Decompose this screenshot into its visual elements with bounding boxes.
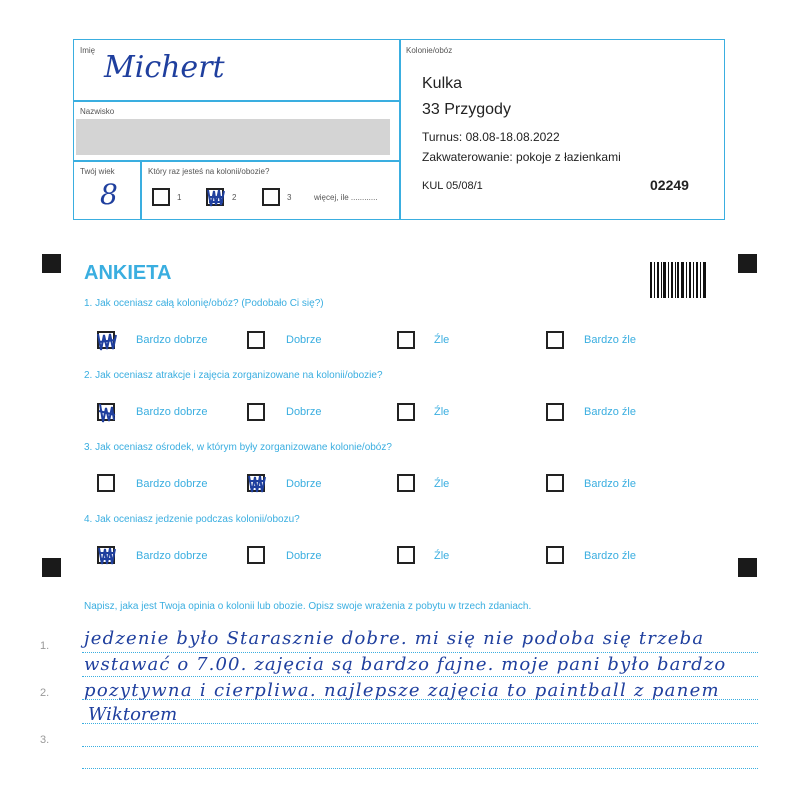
- q3-checkbox-dobrze[interactable]: [247, 474, 265, 492]
- scribble-check-mark: [97, 402, 117, 424]
- q4-checkbox-zle[interactable]: [397, 546, 415, 564]
- nazwisko-label: Nazwisko: [80, 107, 115, 116]
- q3-label-dobrze: Dobrze: [286, 478, 322, 490]
- alignment-mark-top-right: [738, 254, 757, 273]
- alignment-mark-top-left: [42, 254, 61, 273]
- writing-line-1b: [82, 676, 758, 677]
- imie-label: Imię: [80, 46, 96, 55]
- kolonia-name: Kulka: [422, 75, 463, 92]
- scribble-check-mark: [247, 473, 267, 495]
- alignment-mark-bottom-right: [738, 558, 757, 577]
- writing-line-3b: [82, 768, 758, 769]
- q1-checkbox-bardzo-dobrze[interactable]: [97, 331, 115, 349]
- kolonia-program: 33 Przygody: [422, 101, 511, 118]
- q3-checkbox-bardzo-dobrze[interactable]: [97, 474, 115, 492]
- q2-label-bardzo-zle: Bardzo źle: [584, 406, 636, 418]
- q2-label-dobrze: Dobrze: [286, 406, 322, 418]
- q2-checkbox-zle[interactable]: [397, 403, 415, 421]
- q2-checkbox-bardzo-zle[interactable]: [546, 403, 564, 421]
- ktory-raz-checkbox-1[interactable]: [152, 188, 170, 206]
- ktory-raz-checkbox-3[interactable]: [262, 188, 280, 206]
- ktory-raz-option-2: 2: [232, 193, 237, 202]
- writing-line-3: [82, 746, 758, 747]
- handwriting-line-1: jedzenie było Starasznie dobre. mi się nie podoba się trzeba: [84, 628, 705, 649]
- wiek-divider: [140, 160, 142, 220]
- header-divider: [399, 39, 401, 220]
- question-3-text: 3. Jak oceniasz ośrodek, w którym były zorganizowane kolonie/obóz?: [84, 442, 392, 453]
- q4-label-dobrze: Dobrze: [286, 550, 322, 562]
- turnus: Turnus: 08.08-18.08.2022: [422, 130, 560, 144]
- q3-label-bardzo-zle: Bardzo źle: [584, 478, 636, 490]
- wiek-handwriting: 8: [100, 178, 118, 211]
- q2-label-zle: Źle: [434, 406, 450, 418]
- q1-label-bardzo-dobrze: Bardzo dobrze: [136, 334, 208, 346]
- q4-label-zle: Źle: [434, 550, 450, 562]
- nazwisko-divider: [73, 160, 399, 162]
- ktory-raz-option-1: 1: [177, 193, 182, 202]
- imie-divider: [73, 100, 399, 102]
- line-number-1: 1.: [40, 640, 50, 652]
- question-4-text: 4. Jak oceniasz jedzenie podczas kolonii/obozu?: [84, 514, 300, 525]
- q1-checkbox-zle[interactable]: [397, 331, 415, 349]
- ktory-raz-checkbox-2[interactable]: [206, 188, 224, 206]
- ktory-raz-more: więcej, ile ............: [314, 193, 378, 202]
- q1-label-dobrze: Dobrze: [286, 334, 322, 346]
- barcode: [650, 262, 706, 298]
- opinion-prompt: Napisz, jaka jest Twoja opinia o kolonii lub obozie. Opisz swoje wrażenia z pobytu w trzech zdaniach.: [84, 601, 532, 612]
- wiek-label: Twój wiek: [80, 167, 115, 176]
- q1-label-zle: Źle: [434, 334, 450, 346]
- ankieta-title: ANKIETA: [84, 262, 172, 284]
- handwriting-line-3: pozytywna i cierpliwa. najlepsze zajęcia to paintball z panem: [84, 680, 720, 701]
- ktory-raz-option-3: 3: [287, 193, 292, 202]
- q4-checkbox-dobrze[interactable]: [247, 546, 265, 564]
- q4-label-bardzo-dobrze: Bardzo dobrze: [136, 550, 208, 562]
- zakwaterowanie: Zakwaterowanie: pokoje z łazienkami: [422, 150, 621, 164]
- q2-label-bardzo-dobrze: Bardzo dobrze: [136, 406, 208, 418]
- q3-checkbox-zle[interactable]: [397, 474, 415, 492]
- scribble-check-mark: [97, 545, 117, 567]
- q4-checkbox-bardzo-zle[interactable]: [546, 546, 564, 564]
- kolonia-code: KUL 05/08/1: [422, 180, 483, 192]
- handwriting-line-4: Wiktorem: [88, 704, 178, 725]
- kolonia-label: Kolonie/obóz: [406, 46, 453, 55]
- q2-checkbox-dobrze[interactable]: [247, 403, 265, 421]
- scribble-check-mark: [206, 187, 226, 209]
- q3-label-zle: Źle: [434, 478, 450, 490]
- q4-label-bardzo-zle: Bardzo źle: [584, 550, 636, 562]
- question-1-text: 1. Jak oceniasz całą kolonię/obóz? (Podobało Ci się?): [84, 298, 324, 309]
- scribble-check-mark: [97, 330, 117, 352]
- line-number-3: 3.: [40, 734, 50, 746]
- q3-label-bardzo-dobrze: Bardzo dobrze: [136, 478, 208, 490]
- alignment-mark-bottom-left: [42, 558, 61, 577]
- nazwisko-redaction: [76, 119, 390, 155]
- line-number-2: 2.: [40, 687, 50, 699]
- imie-handwriting: Michert: [104, 50, 225, 85]
- question-2-text: 2. Jak oceniasz atrakcje i zajęcia zorganizowane na kolonii/obozie?: [84, 370, 383, 381]
- kolonia-number: 02249: [650, 177, 689, 193]
- q1-checkbox-dobrze[interactable]: [247, 331, 265, 349]
- q3-checkbox-bardzo-zle[interactable]: [546, 474, 564, 492]
- q2-checkbox-bardzo-dobrze[interactable]: [97, 403, 115, 421]
- q4-checkbox-bardzo-dobrze[interactable]: [97, 546, 115, 564]
- writing-line-2b: [82, 723, 758, 724]
- q1-label-bardzo-zle: Bardzo źle: [584, 334, 636, 346]
- ktory-raz-label: Który raz jesteś na kolonii/obozie?: [148, 167, 270, 176]
- writing-line-1: [82, 652, 758, 653]
- q1-checkbox-bardzo-zle[interactable]: [546, 331, 564, 349]
- handwriting-line-2: wstawać o 7.00. zajęcia są bardzo fajne. moje pani było bardzo: [84, 654, 727, 675]
